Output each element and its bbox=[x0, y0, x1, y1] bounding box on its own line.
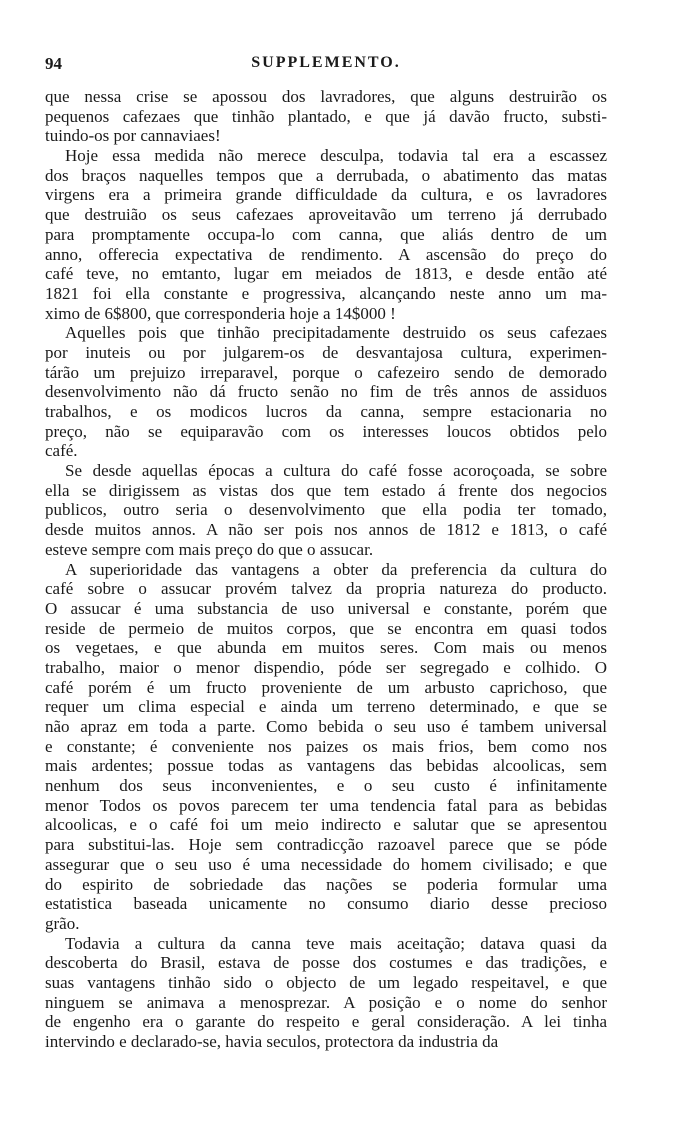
text-line: Hoje essa medida não merece desculpa, todavia tal era a escassez bbox=[65, 146, 607, 166]
text-line: preço, não se equiparavão com os interesses loucos obtidos pelo bbox=[45, 421, 607, 441]
text-line: tuindo-os por cannaviaes! bbox=[45, 126, 221, 146]
text-line: trabalho, maior o menor dispendio, póde ser segregado e colhido. O bbox=[45, 657, 607, 677]
text-line: O assucar é uma substancia de uso universal e constante, porém que bbox=[45, 598, 607, 618]
text-line: ninguem se animava a menosprezar. A posição e o nome do senhor bbox=[45, 992, 607, 1012]
text-line: ximo de 6$800, que corresponderia hoje a 14$000 ! bbox=[45, 303, 396, 323]
text-line: anno, offerecia expectativa de rendimento. A ascensão do preço do bbox=[45, 244, 607, 264]
text-line: de engenho era o garante do respeito e geral consideração. A lei tinha bbox=[45, 1012, 607, 1032]
running-title: SUPPLEMENTO. bbox=[251, 54, 401, 71]
text-line: assegurar que o seu uso é uma necessidade do homem civilisado; e que bbox=[45, 854, 607, 874]
text-line: tárão um prejuizo irreparavel, porque o cafezeiro sendo de demorado bbox=[45, 362, 607, 382]
text-line: publicos, outro seria o desenvolvimento que ella podia ter tomado, bbox=[45, 500, 607, 520]
text-line: café. bbox=[45, 441, 78, 461]
text-line: não apraz em toda a parte. Como bebida o seu uso é tambem universal bbox=[45, 717, 607, 736]
paragraph bbox=[45, 323, 607, 461]
text-line: do espirito de sobriedade das nações se poderia formular uma bbox=[45, 874, 607, 894]
text-line: estatistica baseada unicamente no consumo diario desse precioso bbox=[45, 894, 607, 914]
paragraph bbox=[45, 87, 607, 146]
text-line: desde muitos annos. A não ser pois nos annos de 1812 e 1813, o café bbox=[45, 520, 607, 540]
text-line: ella se dirigissem as vistas dos que tem estado á frente dos negocios bbox=[45, 480, 607, 500]
text-line: grão. bbox=[45, 913, 80, 933]
text-line: pequenos cafezaes que tinhão plantado, e que já davão fructo, substi- bbox=[45, 106, 607, 126]
text-line: para promptamente occupa-lo com canna, que aliás dentro de um bbox=[45, 224, 607, 244]
paragraph bbox=[45, 146, 607, 323]
text-line: suas vantagens tinhão sido o objecto de um legado respeitavel, e que bbox=[45, 972, 607, 992]
text-line: para substitui-las. Hoje sem contradicção razoavel parece que se póde bbox=[45, 835, 607, 855]
text-line: café sobre o assucar provém talvez da propria natureza do producto. bbox=[45, 579, 607, 599]
text-line: Se desde aquellas épocas a cultura do café fosse acoroçoada, se sobre bbox=[65, 461, 607, 481]
text-line: menor Todos os povos parecem ter uma tendencia fatal para as bebidas bbox=[45, 795, 607, 815]
text-line: por inuteis ou por julgarem-os de desvantajosa cultura, experimen- bbox=[45, 342, 607, 362]
text-line: intervindo e declarado-se, havia seculos, protectora da industria da bbox=[45, 1032, 499, 1051]
text-line: café porém é um fructo proveniente de um arbusto caprichoso, que bbox=[45, 677, 607, 697]
text-line: mais ardentes; possue todas as vantagens das bebidas alcoolicas, sem bbox=[45, 756, 607, 776]
paragraph bbox=[45, 560, 607, 934]
text-line: e constante; é conveniente nos paizes os mais frios, bem como nos bbox=[45, 736, 607, 756]
text-line: Todavia a cultura da canna teve mais aceitação; datava quasi da bbox=[65, 933, 607, 953]
text-line: virgens era a primeira grande difficuldade da cultura, e os lavradores bbox=[45, 185, 607, 205]
text-line: reside de permeio de muitos corpos, que se encontra em quasi todos bbox=[45, 618, 607, 638]
text-line: dos braços naquelles tempos que a derrubada, o abatimento das matas bbox=[45, 165, 607, 185]
paragraph bbox=[45, 461, 607, 559]
text-line: que destruião os seus cafezaes aproveitavão um terreno já derrubado bbox=[45, 205, 607, 225]
page-body bbox=[45, 87, 607, 1052]
page-header bbox=[45, 54, 607, 76]
text-line: nenhum dos seus inconvenientes, e o seu custo é infinitamente bbox=[45, 776, 607, 796]
text-line: alcoolicas, e o café foi um meio indirecto e salutar que se apresentou bbox=[45, 815, 607, 835]
text-line: os vegetaes, e que abunda em muitos seres. Com mais ou menos bbox=[45, 638, 607, 658]
text-line: A superioridade das vantagens a obter da preferencia da cultura do bbox=[65, 559, 607, 579]
text-line: 1821 foi ella constante e progressiva, alcançando neste anno um ma- bbox=[45, 283, 607, 303]
text-line: requer um clima especial e ainda um terreno determinado, e que se bbox=[45, 697, 607, 717]
page-number: 94 bbox=[45, 54, 62, 73]
text-line: trabalhos, e os modicos lucros da canna, sempre estacionaria no bbox=[45, 402, 607, 421]
text-line: que nessa crise se apossou dos lavradores, que alguns destruirão os bbox=[45, 87, 607, 106]
text-line: desenvolvimento não dá fructo senão no fim de três annos de assiduos bbox=[45, 382, 607, 402]
text-line: Aquelles pois que tinhão precipitadamente destruido os seus cafezaes bbox=[65, 323, 607, 343]
text-line: descoberta do Brasil, estava de posse dos costumes e das tradições, e bbox=[45, 953, 607, 973]
text-line: café teve, no emtanto, lugar em meiados de 1813, e desde então até bbox=[45, 264, 607, 284]
text-line: esteve sempre com mais preço do que o assucar. bbox=[45, 539, 374, 559]
paragraph bbox=[45, 934, 607, 1052]
